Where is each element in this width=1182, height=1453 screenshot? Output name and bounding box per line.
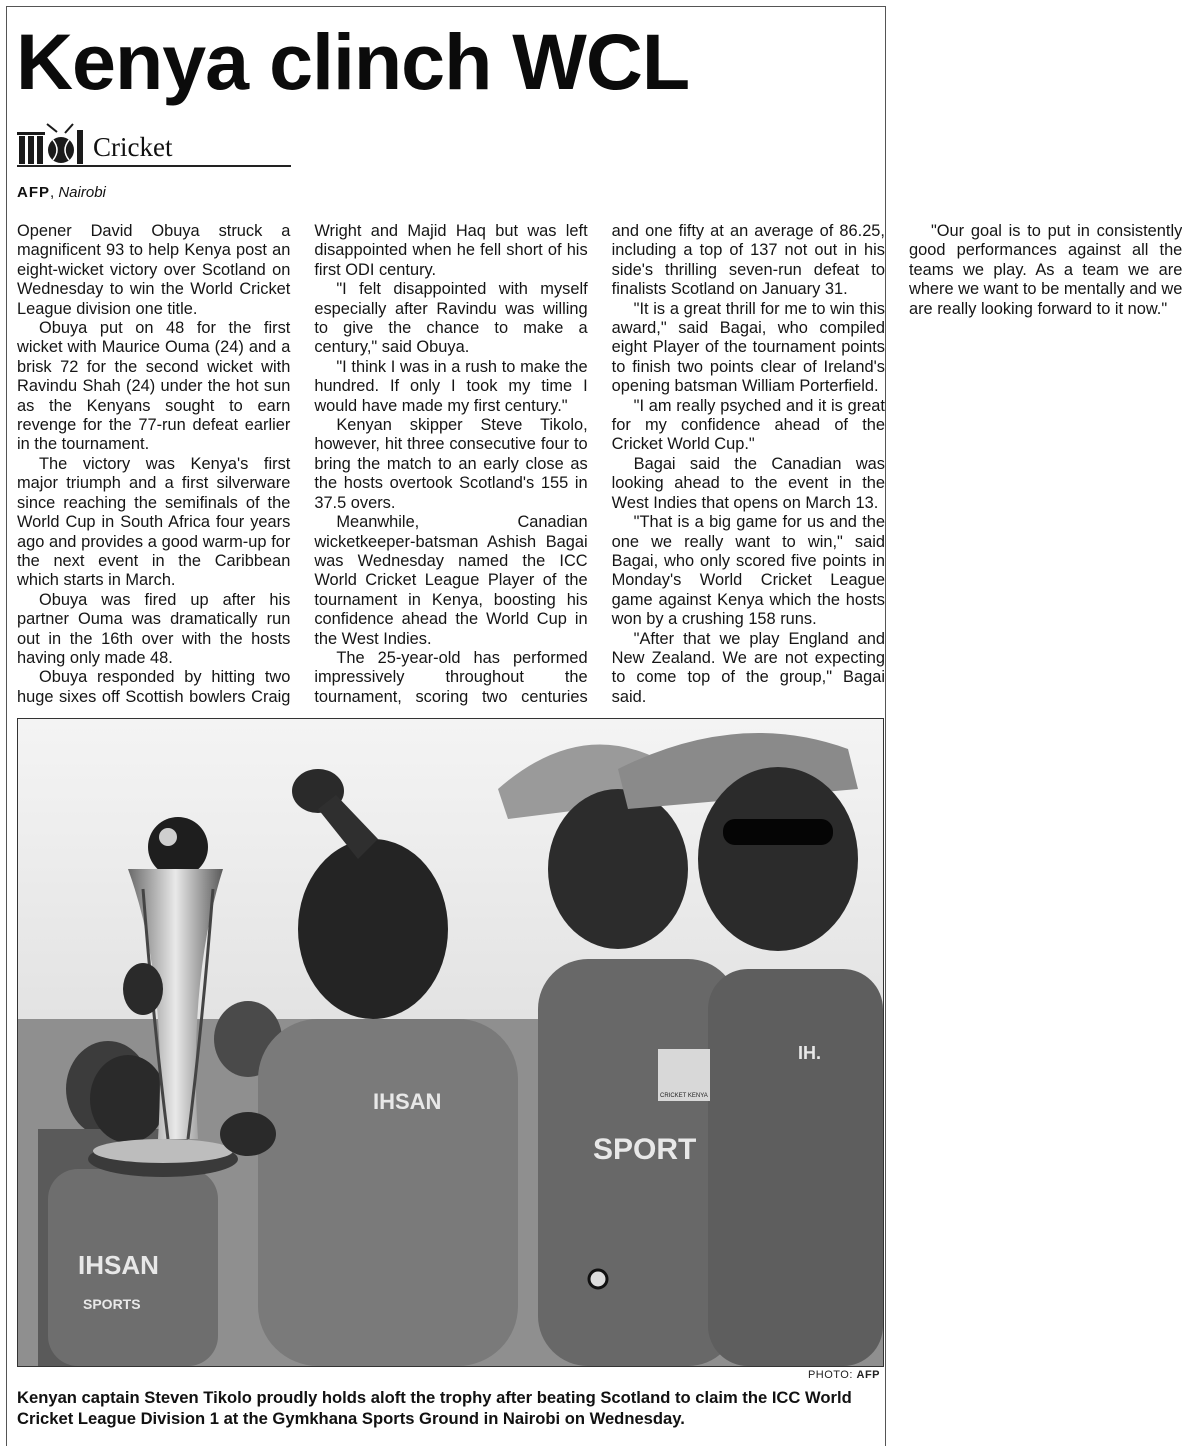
jersey-text: SPORTS (83, 1296, 141, 1312)
cricket-stumps-ball-icon (17, 122, 89, 166)
byline (17, 184, 106, 201)
left-border-rule (6, 6, 7, 1446)
jersey-text: SPORT (593, 1133, 697, 1166)
article-paragraph: Opener David Obuya struck a magnificent 93 to help Kenya post an eight-wicket victory over Scotland on Wednesday to win the World Cricket League division one title. (17, 222, 291, 318)
article-paragraph: Obuya was fired up after his partner Ouma was dramatically run out in the 16th over with the hosts having only made 48. (17, 590, 291, 667)
section-underline (17, 165, 291, 167)
badge-text: CRICKET KENYA (660, 1093, 708, 1099)
photo-credit-label: PHOTO: (807, 1369, 853, 1381)
article-paragraph: The 25-year-old has performed impressively throughout the tournament, scoring two centuries and one fifty at an average of 86.25, including a top of 137 not out in his side's thrilling seven-run defeat to finalists Scotland on January 31. (314, 222, 885, 706)
jersey-text: IHSAN (78, 1250, 159, 1280)
article-paragraph: The victory was Kenya's first major triumph and a first silverware since reaching the semifinals of the World Cup in South Africa four years ago and provides a good warm-up for the next event in the Caribbean which starts in March. (17, 454, 291, 590)
article-paragraph: Kenyan skipper Steve Tikolo, however, hit three consecutive four to bring the match to an early close as the hosts overtook Scotland's 155 in 37.5 overs. (314, 416, 588, 512)
jersey-text: IHSAN (373, 1089, 442, 1114)
byline-city: Nairobi (58, 184, 106, 201)
sunglasses (723, 819, 833, 845)
article-paragraph: Bagai said the Canadian was looking ahead to the event in the West Indies that opens on March 13. (611, 454, 885, 512)
article-paragraph: "After that we play England and New Zealand. We are not expecting to come top of the group," Bagai said. (611, 629, 885, 706)
top-border-rule (6, 6, 886, 7)
captain-body (258, 1019, 518, 1366)
section-tag (17, 122, 291, 166)
photo-caption: Kenyan captain Steven Tikolo proudly holds aloft the trophy after beating Scotland to claim the ICC World Cricket League Division 1 at the Gymkhana Sports Ground in Nairobi on Wednesday. (17, 1388, 852, 1428)
byline-separator: , (50, 184, 59, 201)
article-body (17, 222, 1182, 708)
article-paragraph: "It is a great thrill for me to win this award," said Bagai, who compiled eight Player of the tournament points to finish two points clear of Ireland's opening batsman William Porterfield. (611, 299, 885, 396)
article-paragraph: Meanwhile, Canadian wicketkeeper-batsman Ashish Bagai was Wednesday named the ICC World Cricket League Player of the tournament in Kenya, boosting his confidence ahead the World Cup in the West Indies. (314, 513, 588, 648)
article-paragraph: "I think I was in a rush to make the hundred. If only I took my time I would have made my first century." (314, 357, 588, 415)
photo-illustration (18, 719, 883, 1366)
article-paragraph: Obuya responded by hitting two huge sixes off Scottish bowlers Craig Wright and Majid Haq but was left disappointed when he fell short of his first ODI century. (17, 222, 588, 706)
captain-head (298, 839, 448, 1019)
photo-credit-agency: AFP (856, 1369, 880, 1381)
player-right-body (708, 969, 883, 1366)
article-paragraph: Obuya put on 48 for the first wicket with Maurice Ouma (24) and a brisk 72 for the second wicket with Ravindu Shah (24) under the hot sun as the Kenyans sought to earn revenge for the 77-run defeat earlier in the tournament. (17, 319, 291, 454)
article-paragraph: "I am really psyched and it is great for my confidence ahead of the Cricket World Cup." (611, 396, 885, 454)
section-label: Cricket (93, 132, 173, 162)
news-photo (17, 718, 884, 1367)
article-paragraph: "Our goal is to put in consistently good performances against all the teams we play. As a team we are where we want to be mentally and we are really looking forward to it now." (908, 222, 1182, 318)
right-border-rule (885, 6, 886, 1446)
article-paragraph: "I felt disappointed with myself especially after Ravindu was willing to give the chance to make a century," said Obuya. (314, 280, 588, 357)
byline-agency: AFP (17, 184, 50, 201)
player-right-head (698, 767, 858, 951)
headline: Kenya clinch WCL (16, 17, 690, 106)
player-left-head (90, 1055, 166, 1143)
photo-credit (808, 1369, 880, 1381)
jersey-text: IH. (798, 1043, 822, 1063)
article-paragraph: "That is a big game for us and the one we really want to win," said Bagai, who only scored five points in Monday's World Cricket League game against Kenya which the hosts won by a crushing 158 runs. (611, 513, 885, 629)
player-center-head (548, 789, 688, 949)
